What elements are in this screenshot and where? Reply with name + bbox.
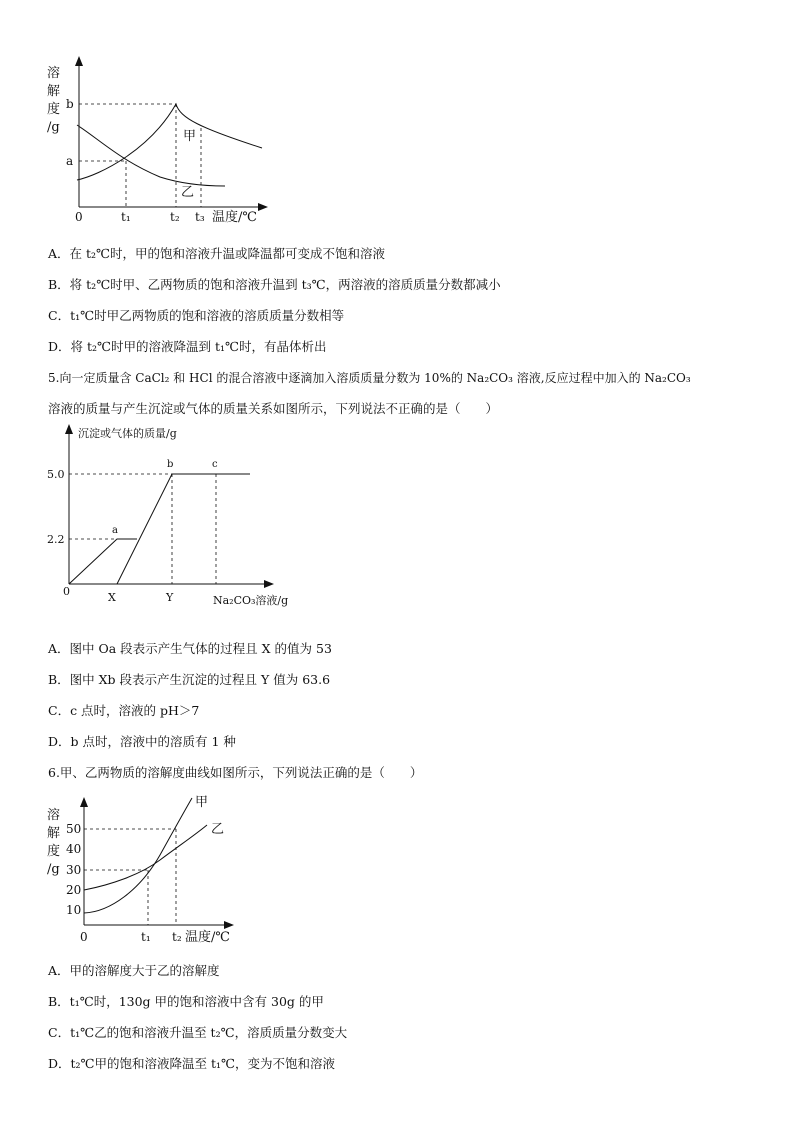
- fig2-y-2: 2.2: [47, 533, 65, 546]
- fig3-tick-40: 40: [66, 842, 82, 856]
- fig1-curve-jia: [77, 104, 262, 180]
- fig3-ylabel-3: 度: [47, 844, 61, 859]
- fig1-axes: [79, 62, 262, 207]
- fig2-x-Y: Y: [166, 591, 174, 604]
- fig1-ylabel-2: 解: [47, 84, 61, 99]
- fig3-axes: [84, 803, 228, 925]
- fig1-x-arrow: [258, 203, 268, 211]
- q6-stem: 6.甲、乙两物质的溶解度曲线如图所示，下列说法正确的是（ ）: [48, 765, 423, 780]
- q5-stem-line2: 溶液的质量与产生沉淀或气体的质量关系如图所示，下列说法不正确的是（ ）: [48, 401, 499, 416]
- fig1-t2: t₂: [170, 210, 180, 224]
- fig2-guides: [69, 474, 216, 584]
- fig3-tick-20: 20: [66, 883, 82, 897]
- q6-option-c: C．t₁℃乙的饱和溶液升温至 t₂℃，溶质质量分数变大: [48, 1025, 348, 1040]
- fig1-t1: t₁: [121, 210, 131, 224]
- fig1-label-yi: 乙: [181, 185, 195, 200]
- fig2-ylabel: 沉淀或气体的质量/g: [78, 427, 177, 440]
- fig3-tick-30: 30: [66, 863, 82, 877]
- q4-option-d: D．将 t₂℃时甲的溶液降温到 t₁℃时，有晶体析出: [48, 339, 327, 354]
- fig1-y-arrow: [75, 56, 83, 66]
- fig3-label-jia: 甲: [195, 795, 209, 810]
- fig3-tick-10: 10: [66, 903, 82, 917]
- fig3-ylabel-1: 溶: [47, 808, 61, 823]
- fig1-label-a: a: [66, 154, 74, 168]
- fig1-origin: 0: [75, 210, 83, 224]
- q4-option-b: B．将 t₂℃时甲、乙两物质的饱和溶液升温到 t₃℃，两溶液的溶质质量分数都减小: [48, 277, 501, 292]
- fig2-point-b: b: [167, 459, 174, 470]
- fig1-label-jia: 甲: [183, 129, 197, 144]
- fig2-axes: [69, 430, 268, 584]
- fig1-t3: t₃: [195, 210, 205, 224]
- fig3-tick-50: 50: [66, 822, 82, 836]
- fig2-y-5: 5.0: [47, 468, 65, 481]
- fig3-t2: t₂: [172, 930, 182, 944]
- q5-option-c: C．c 点时，溶液的 pH＞7: [48, 703, 200, 718]
- fig2-line-gas: [69, 539, 137, 584]
- fig2-x-arrow: [264, 580, 274, 588]
- fig3-origin: 0: [80, 930, 88, 944]
- q5-stem-line1: 5.向一定质量含 CaCl₂ 和 HCl 的混合溶液中逐滴加入溶质质量分数为 10%的 Na₂CO₃ 溶液,反应过程中加入的 Na₂CO₃: [48, 371, 691, 385]
- q5-option-b: B．图中 Xb 段表示产生沉淀的过程且 Y 值为 63.6: [48, 672, 331, 687]
- fig3-x-arrow: [224, 921, 234, 929]
- q4-option-c: C．t₁℃时甲乙两物质的饱和溶液的溶质质量分数相等: [48, 308, 345, 323]
- fig2-x-X: X: [108, 591, 116, 604]
- fig2-point-c: c: [212, 459, 218, 470]
- fig1-ylabel-1: 溶: [47, 66, 61, 81]
- fig3-xlabel: 温度/℃: [185, 930, 230, 945]
- q4-option-a: A．在 t₂℃时，甲的饱和溶液升温或降温都可变成不饱和溶液: [48, 246, 386, 261]
- fig3-t1: t₁: [141, 930, 151, 944]
- fig3-label-yi: 乙: [211, 822, 225, 837]
- fig1-xlabel: 温度/℃: [212, 210, 257, 225]
- fig1-curve-yi: [77, 125, 225, 186]
- q5-option-a: A．图中 Oa 段表示产生气体的过程且 X 的值为 53: [48, 641, 332, 656]
- q6-option-d: D．t₂℃甲的饱和溶液降温至 t₁℃，变为不饱和溶液: [48, 1056, 336, 1071]
- fig1-ylabel-4: /g: [47, 120, 60, 135]
- fig3-ylabel-4: /g: [47, 862, 60, 877]
- fig1-label-b: b: [66, 97, 74, 111]
- q6-option-b: B．t₁℃时，130g 甲的饱和溶液中含有 30g 的甲: [48, 994, 324, 1009]
- fig2-y-arrow: [65, 424, 73, 434]
- fig2-origin: 0: [63, 585, 70, 598]
- q5-option-d: D．b 点时，溶液中的溶质有 1 种: [48, 734, 236, 749]
- fig2-line-precipitate: [117, 474, 250, 584]
- fig1-ylabel-3: 度: [47, 102, 61, 117]
- fig3-ylabel-2: 解: [47, 826, 61, 841]
- fig2-xlabel: Na₂CO₃溶液/g: [213, 594, 289, 607]
- fig3-curve-yi: [84, 825, 207, 890]
- fig2-point-a: a: [112, 525, 118, 536]
- q6-option-a: A．甲的溶解度大于乙的溶解度: [48, 963, 220, 978]
- fig3-y-arrow: [80, 797, 88, 807]
